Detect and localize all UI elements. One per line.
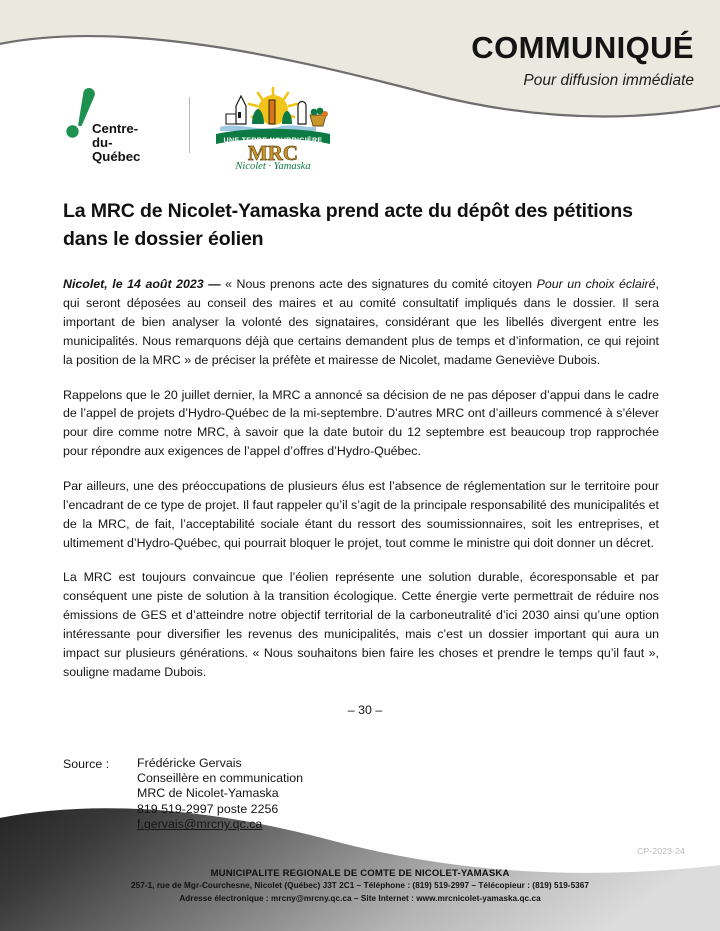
paragraph-2: Rappelons que le 20 juillet dernier, la MRC a annoncé sa décision de ne pas déposer d’appui dans le cadre de l’appel de projets d’Hydro-Québec de la mi-septembre. D’autres MRC ont d’ailleurs commencé à s’élever pour dire comme notre MRC, à savoir que la date butoir du 12 septembre est beaucoup trop rapprochée pour répondre aux exigences de l’appel d’offres d’Hydro-Québec. (63, 387, 659, 459)
mrc-acronym: MRC (247, 141, 299, 165)
document-body (63, 198, 659, 833)
cdq-line2: du- (92, 135, 113, 150)
paragraph-1-part-a: « Nous prenons acte des signatures du comité citoyen (220, 277, 537, 292)
source-label: Source : (63, 757, 110, 772)
cdq-line3: Québec (92, 149, 141, 164)
header-title-group (471, 32, 694, 90)
paragraph-3: Par ailleurs, une des préoccupations de plusieurs élus est l’absence de réglementation sur le territoire pour l’encadrant de ce type de projet. Il faut rappeler qu’il s’agit de la principale responsabilité des municipalités et de la MRC, de fait, l’acceptabilité sociale étant du ressort des soumissionnaires, soit les entreprises, et ultimement d’Hydro-Québec, qui pourrait bloquer le projet, tout comme le ministre qui doit donner un décret. (63, 478, 659, 550)
source-organization: MRC de Nicolet-Yamaska (137, 785, 279, 800)
footer-organization-name: MUNICIPALITE REGIONALE DE COMTE DE NICOLET-YAMASKA (210, 867, 510, 879)
source-block (63, 757, 659, 833)
paragraph-1-part-b: , qui seront déposées au conseil des maires et au comité consultatif impliqués dans le dossier. Il sera important de bien analyser la volonté des signataires, considérant que les libellés divergent entre les municipalités. Nous remarquons déjà que certains demandent plus de temps et d’information, ce qui rejoint la position de la MRC » de préciser la préfète et mairesse de Nicolet, madame Geneviève Dubois. (63, 277, 659, 367)
document-reference-code: CP-2023-24 (637, 846, 685, 856)
source-phone: 819 519-2997 poste 2256 (137, 801, 279, 816)
source-email-link[interactable]: f.gervais@mrcny.qc.ca (137, 817, 263, 832)
footer-email-website-line: Adresse électronique : mrcny@mrcny.qc.ca – Site Internet : www.mrcnicolet-yamaska.qc.ca (179, 893, 541, 903)
paragraph-4: La MRC est toujours convaincue que l’éolien représente une solution durable, écoresponsable et par conséquent une piste de solution à la transition écologique. Cette énergie verte permettrait de réduire nos émissions de GES et d’atteindre notre objectif territorial de la carboneutralité d’ici 2030 ainsi qu’une option intéressante pour diversifier les revenus des municipalités, mais c’est un dossier important qui aura un impact sur plusieurs générations. « Nous souhaitons bien faire les choses et prendre le temps qu’il faut », souligne madame Dubois. (63, 570, 659, 679)
mrc-nicolet-yamaska-logo (212, 84, 334, 170)
village-illustration (220, 96, 328, 131)
source-role: Conseillère en communication (137, 770, 303, 785)
footer-address-line: 257-1, rue de Mgr-Courchesne, Nicolet (Québec) J3T 2C1 – Téléphone : (819) 519-2997 – Télécopieur : (819) 519-5367 (130, 881, 589, 891)
page-title: La MRC de Nicolet-Yamaska prend acte du dépôt des pétitions dans le dossier éolien (63, 200, 633, 250)
source-details (137, 757, 659, 833)
centre-du-quebec-logo (63, 87, 167, 167)
mrc-banner-text: UNE TERRE NOURRICIÈRE (223, 136, 323, 145)
subtitle-diffusion: Pour diffusion immédiate (523, 71, 694, 89)
source-name: Frédéricke Gervais (137, 756, 242, 771)
logo-divider (189, 97, 190, 153)
paragraph-1 (63, 275, 659, 369)
citizen-committee-name: Pour un choix éclairé (536, 277, 656, 292)
mrc-subtitle: Nicolet · Yamaska (235, 161, 311, 170)
end-mark: – 30 – (347, 703, 383, 718)
cdq-line1: Centre- (92, 121, 139, 136)
footer-contact-info (0, 867, 720, 906)
dateline: Nicolet, le 14 août 2023 — (63, 277, 221, 292)
logo-row (63, 84, 334, 170)
page-title-communique: COMMUNIQUÉ (471, 30, 694, 65)
